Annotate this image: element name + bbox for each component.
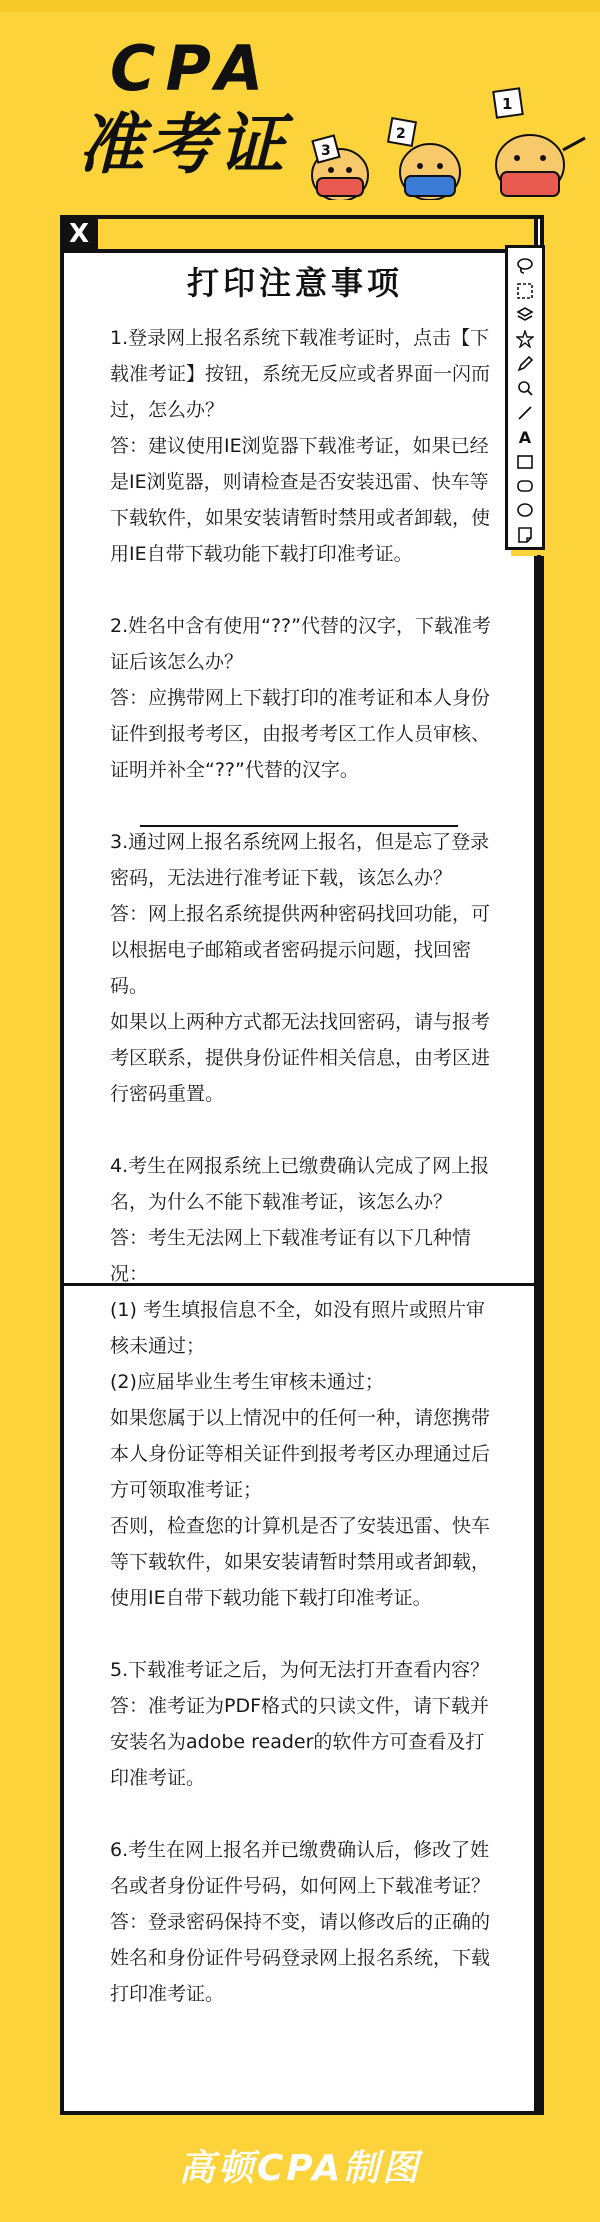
- text-tool-label: A: [518, 427, 532, 447]
- answer-text: 答：建议使用IE浏览器下载准考证，如果已经是IE浏览器，则请检查是否安装迅雷、快车等下载软件，如果安装请暂时禁用或者卸载，使用IE自带下载功能下载打印准考证。: [110, 435, 491, 565]
- note-icon[interactable]: [514, 525, 536, 545]
- cartoon-character-2: [388, 118, 460, 200]
- answer-text: 答：登录密码保持不变，请以修改后的正确的姓名和身份证件号码登录网上报名系统，下载打印准考证。: [110, 1911, 491, 2005]
- close-button[interactable]: [60, 215, 98, 253]
- answer-text: 答：准考证为PDF格式的只读文件，请下载并安装名为adobe reader的软件方可查看及打印准考证。: [110, 1695, 490, 1789]
- answer-text: 否则，检查您的计算机是否了安装迅雷、快车等下载软件，如果安装请暂时禁用或者卸载，使用IE自带下载功能下载打印准考证。: [110, 1515, 491, 1609]
- cartoon-character-1: [493, 88, 585, 196]
- page-heading: 打印注意事项: [186, 264, 403, 302]
- lasso-icon[interactable]: [514, 256, 536, 276]
- answer-text: 如果您属于以上情况中的任何一种，请您携带本人身份证等相关证件到报考考区办理通过后方可领取准考证；: [110, 1407, 491, 1501]
- footer-credit: 高顿CPA制图: [178, 2148, 422, 2189]
- drawing-toolbar: [505, 245, 545, 550]
- question-text: 5.下载准考证之后，为何无法打开查看内容？: [110, 1659, 490, 1681]
- close-icon: X: [68, 219, 90, 249]
- qa-item-5: [110, 1652, 495, 1796]
- qa-item-1: [110, 320, 495, 572]
- rectangle-icon[interactable]: [514, 451, 536, 471]
- question-text: 1.登录网上报名系统下载准考证时，点击【下载准考证】按钮，系统无反应或者界面一闪而过，怎么办？: [110, 327, 491, 421]
- answer-text: (2)应届毕业生考生审核未通过；: [110, 1371, 384, 1393]
- question-text: 6.考生在网上报名并已缴费确认后，修改了姓名或者身份证件号码，如何网上下载准考证？: [110, 1839, 491, 1897]
- cartoon-characters-illustration: [295, 80, 595, 200]
- window-right-border: [537, 555, 541, 2115]
- qa-list: [110, 320, 495, 2048]
- answer-text: 答：网上报名系统提供两种密码找回功能，可以根据电子邮箱或者密码提示问题，找回密码。: [110, 903, 491, 997]
- badge-2: 2: [396, 126, 406, 142]
- star-icon[interactable]: [514, 329, 536, 349]
- select-icon[interactable]: [514, 280, 536, 300]
- answer-text: 答：应携带网上下载打印的准考证和本人身份证件到报考考区，由报考考区工作人员审核、证明并补全“??”代替的汉字。: [110, 687, 491, 781]
- rounded-rect-icon[interactable]: [514, 476, 536, 496]
- pen-icon[interactable]: [514, 354, 536, 374]
- search-icon[interactable]: [514, 378, 536, 398]
- answer-text: 如果以上两种方式都无法找回密码，请与报考考区联系，提供身份证件相关信息，由考区进行密码重置。: [110, 1011, 491, 1105]
- qa-item-2: [110, 608, 495, 788]
- question-text: 3.通过网上报名系统网上报名，但是忘了登录密码，无法进行准考证下载，该怎么办？: [110, 831, 490, 889]
- badge-3: 3: [321, 143, 331, 159]
- qa-item-6: [110, 1832, 495, 2012]
- answer-text: (1) 考生填报信息不全，如没有照片或照片审核未通过；: [110, 1299, 485, 1357]
- layers-icon[interactable]: [514, 305, 536, 325]
- question-text: 4.考生在网报系统上已缴费确认完成了网上报名，为什么不能下载准考证，该怎么办？: [110, 1155, 490, 1213]
- ellipse-icon[interactable]: [514, 500, 536, 520]
- window-title-bar: [60, 215, 538, 253]
- cartoon-character-3: [312, 136, 368, 200]
- text-icon[interactable]: [514, 427, 536, 447]
- title-admission-ticket: 准考证: [78, 106, 288, 183]
- answer-text: 答：考生无法网上下载准考证有以下几种情况：: [110, 1227, 472, 1285]
- qa-item-3: [110, 824, 495, 1112]
- question-text: 2.姓名中含有使用“??”代替的汉字，下载准考证后该怎么办？: [110, 615, 491, 673]
- qa-item-4: [110, 1148, 495, 1616]
- line-icon[interactable]: [514, 403, 536, 423]
- title-cpa: CPA: [110, 32, 274, 105]
- badge-1: 1: [502, 95, 513, 113]
- top-stripe: [0, 0, 600, 12]
